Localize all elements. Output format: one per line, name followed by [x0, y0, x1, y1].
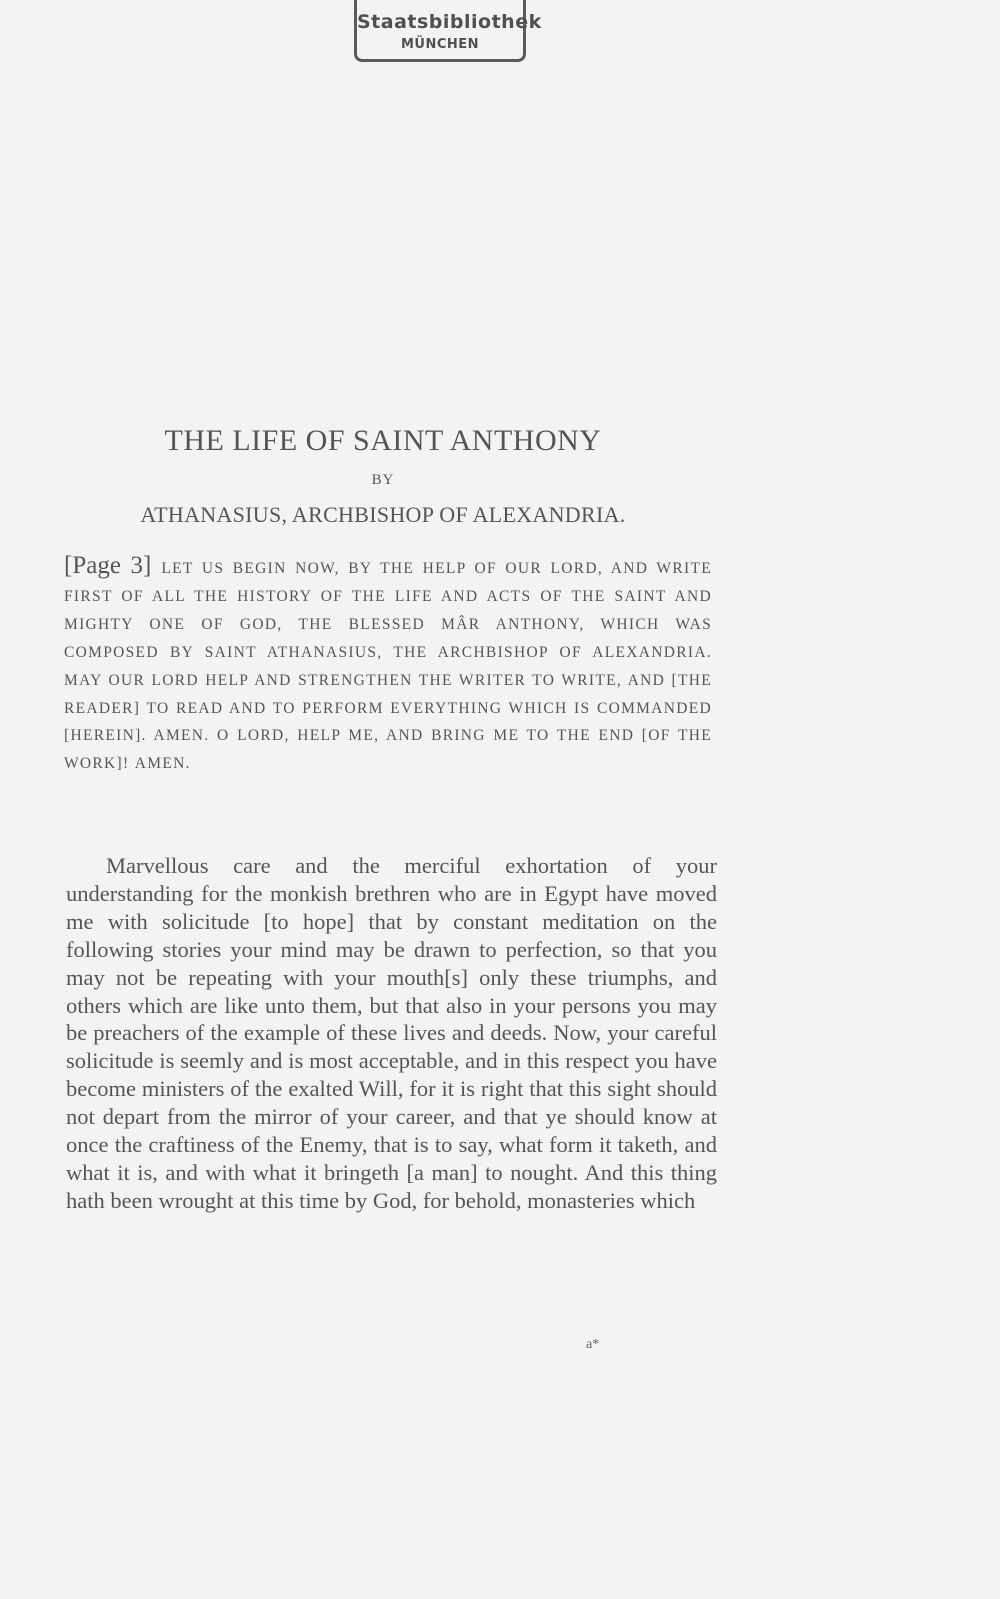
signature-mark: a* — [586, 1337, 600, 1352]
stamp-library-name: Staatsbibliothek — [357, 11, 542, 33]
intro-text: LET US BEGIN NOW, BY THE HELP OF OUR LORD, AND WRITE FIRST OF ALL THE HISTORY OF THE LIFE AND ACTS OF THE SAINT AND MIGHTY ONE OF GOD, THE BLESSED MÂR ANTHONY, WHICH WAS COMPOSED BY SAINT ATHANASIUS, THE ARCHBISHOP OF ALEXANDRIA. MAY OUR LORD HELP AND STRENGTHEN THE WRITER TO WRITE, AND [THE READER] TO READ AND TO PERFORM EVERYTHING WHICH IS COMMANDED [HEREIN]. AMEN. O LORD, HELP ME, AND BRING ME TO THE END [OF THE WORK]! AMEN. — [64, 560, 712, 773]
intro-paragraph — [64, 552, 712, 778]
page-reference: [Page 3] — [64, 552, 152, 579]
page-title: THE LIFE OF SAINT ANTHONY — [164, 424, 602, 457]
body-paragraph: Marvellous care and the merciful exhortation of your understanding for the monkish brethren who are in Egypt have moved me with solicitude [to hope] that by constant meditation on the following stories your mind may be drawn to perfection, so that you may not be repeating with your mouth[s] only these triumphs, and others which are like unto them, but that also in your persons you may be preachers of the example of these lives and deeds. Now, your careful solicitude is seemly and is most acceptable, and in this respect you have become ministers of the exalted Will, for it is right that this sight should not depart from the mirror of your career, and that ye should know at once the craftiness of the Enemy, that is to say, what form it taketh, and what it is, and with what it bringeth [a man] to nought. And this thing hath been wrought at this time by God, for behold, monasteries which — [66, 853, 717, 1213]
stamp-city: MÜNCHEN — [400, 37, 480, 52]
byline-by: BY — [371, 472, 395, 488]
library-stamp — [354, 0, 542, 62]
author-line: ATHANASIUS, ARCHBISHOP OF ALEXANDRIA. — [140, 502, 626, 527]
